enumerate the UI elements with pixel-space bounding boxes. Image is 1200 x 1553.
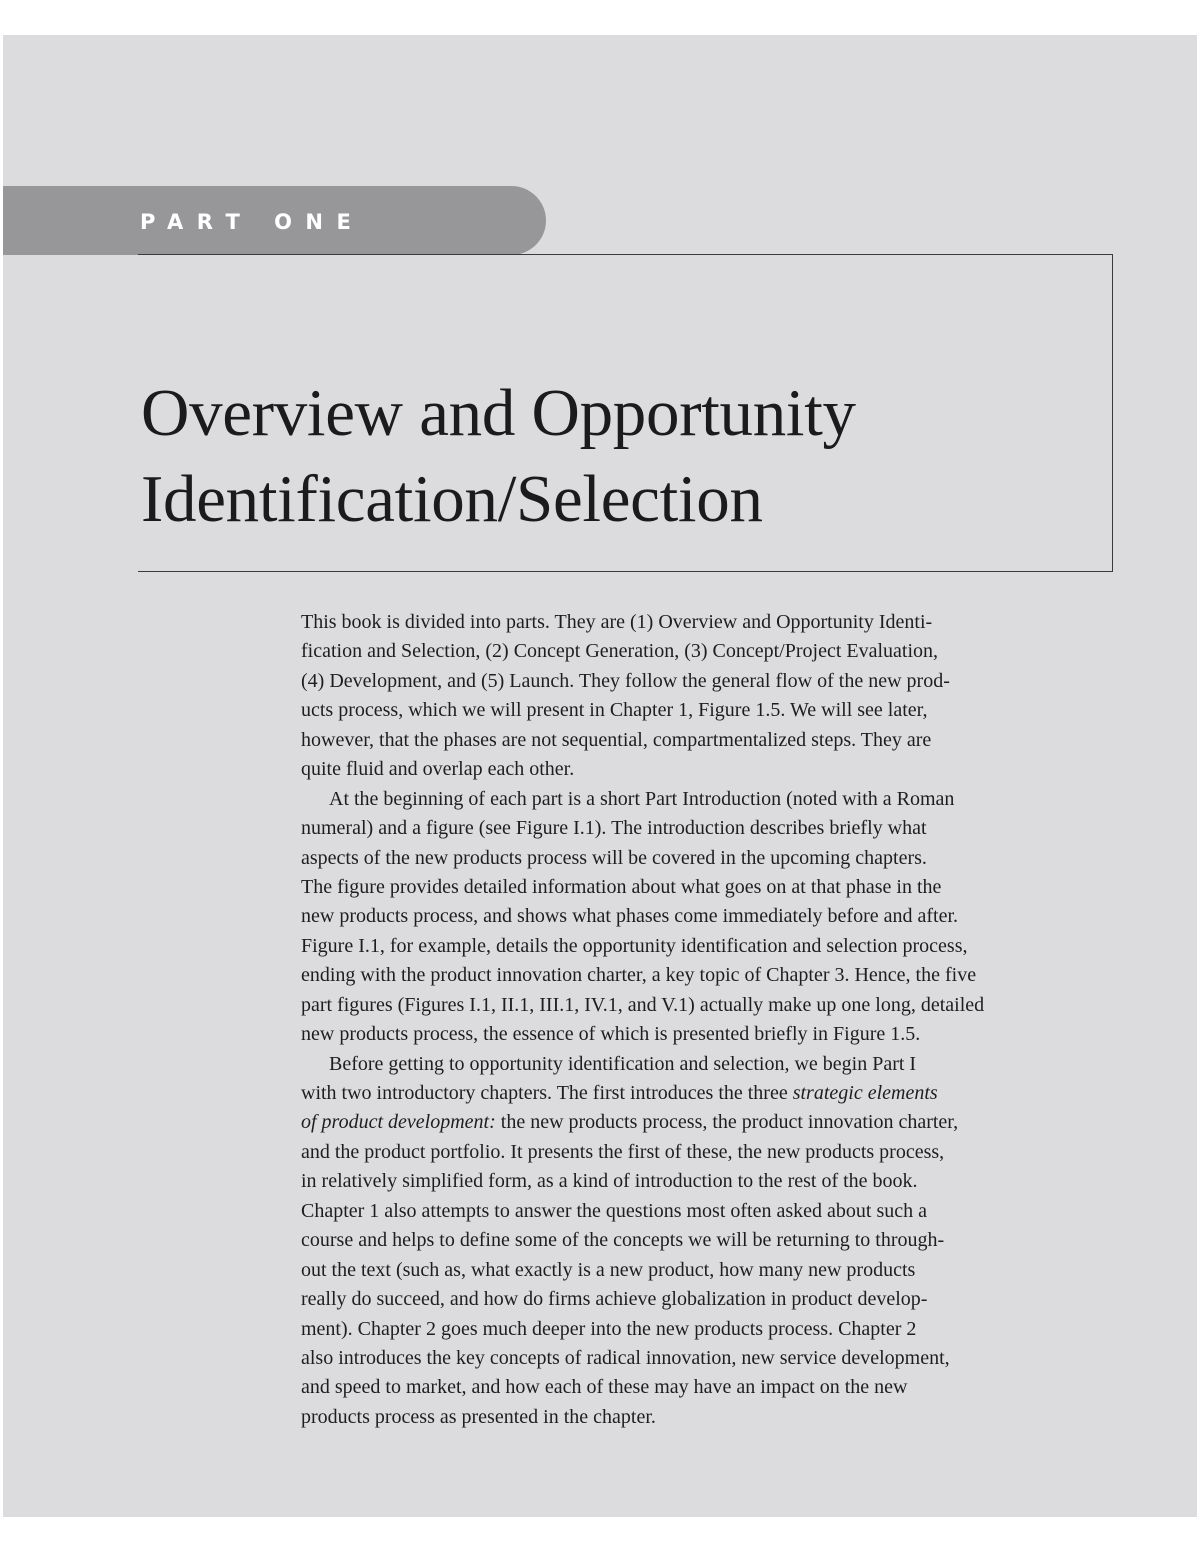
body-line xyxy=(301,1373,1116,1402)
body-line xyxy=(301,932,1116,961)
body-line xyxy=(301,1285,1116,1314)
body-line xyxy=(301,1020,1116,1049)
emphasized-text: of product development: xyxy=(301,1111,496,1134)
body-line-text: and the product portfolio. It presents the first of these, the new products process, xyxy=(301,1140,945,1163)
body-line xyxy=(301,785,1116,814)
body-line xyxy=(301,1138,1116,1167)
body-line xyxy=(301,726,1116,755)
body-line-text: aspects of the new products process will be covered in the upcoming chapters. xyxy=(301,846,927,869)
part-label: PART ONE xyxy=(140,210,365,234)
body-line-text: Chapter 1 also attempts to answer the questions most often asked about such a xyxy=(301,1199,927,1222)
body-line xyxy=(301,1344,1116,1373)
body-line-text: new products process, the essence of which is presented briefly in Figure 1.5. xyxy=(301,1023,921,1046)
body-line-text: Before getting to opportunity identification and selection, we begin Part I xyxy=(329,1052,917,1075)
body-line xyxy=(301,814,1116,843)
body-line-text: numeral) and a figure (see Figure I.1). The introduction describes briefly what xyxy=(301,817,927,840)
body-line-text: part figures (Figures I.1, II.1, III.1, IV.1, and V.1) actually make up one long, detailed xyxy=(301,993,985,1016)
body-line-text: new products process, and shows what phases come immediately before and after. xyxy=(301,905,959,928)
body-line-text: The figure provides detailed information about what goes on at that phase in the xyxy=(301,875,942,898)
body-line-text: ment). Chapter 2 goes much deeper into the new products process. Chapter 2 xyxy=(301,1317,917,1340)
body-line xyxy=(301,1315,1116,1344)
part-title xyxy=(141,370,856,542)
body-line xyxy=(301,1079,1116,1108)
body-line-text: quite fluid and overlap each other. xyxy=(301,758,575,781)
body-line xyxy=(301,1403,1116,1432)
body-line xyxy=(301,667,1116,696)
part-title-line-2: Identification/Selection xyxy=(141,462,763,536)
body-line-text: also introduces the key concepts of radical innovation, new service development, xyxy=(301,1346,950,1369)
body-line-text: however, that the phases are not sequential, compartmentalized steps. They are xyxy=(301,728,932,751)
part-title-line-1: Overview and Opportunity xyxy=(141,376,856,450)
body-line-text: ucts process, which we will present in Chapter 1, Figure 1.5. We will see later, xyxy=(301,699,928,722)
body-line-text: This book is divided into parts. They are (1) Overview and Opportunity Identi- xyxy=(301,611,933,633)
body-line-text: in relatively simplified form, as a kind of introduction to the rest of the book. xyxy=(301,1170,918,1193)
body-line xyxy=(301,961,1116,990)
body-line-text: and speed to market, and how each of these may have an impact on the new xyxy=(301,1376,908,1399)
body-line xyxy=(301,1197,1116,1226)
body-line-text: the new products process, the product innovation charter, xyxy=(495,1111,959,1134)
emphasized-text: strategic elements xyxy=(792,1082,938,1104)
body-line-text: with two introductory chapters. The first introduces the three xyxy=(301,1082,793,1104)
body-line xyxy=(301,637,1116,666)
body-line-text: Figure I.1, for example, details the opportunity identification and selection process, xyxy=(301,934,968,957)
body-line xyxy=(301,1108,1116,1137)
body-line-text: out the text (such as, what exactly is a new product, how many new products xyxy=(301,1258,916,1281)
body-line-text: ending with the product innovation charter, a key topic of Chapter 3. Hence, the five xyxy=(301,964,977,987)
body-line-text: At the beginning of each part is a short Part Introduction (noted with a Roman xyxy=(329,787,955,810)
body-line xyxy=(301,873,1116,902)
body-text xyxy=(301,608,1116,1432)
body-line xyxy=(301,991,1116,1020)
body-line-text: (4) Development, and (5) Launch. They follow the general flow of the new prod- xyxy=(301,669,950,692)
body-line-text: products process as presented in the chapter. xyxy=(301,1405,656,1428)
body-line xyxy=(301,755,1116,784)
body-line xyxy=(301,844,1116,873)
body-line xyxy=(301,1050,1116,1079)
body-line xyxy=(301,696,1116,725)
body-line xyxy=(301,1256,1116,1285)
body-line xyxy=(301,1167,1116,1196)
body-line-text: really do succeed, and how do firms achieve globalization in product develop- xyxy=(301,1288,928,1311)
body-line-text: fication and Selection, (2) Concept Generation, (3) Concept/Project Evaluation, xyxy=(301,640,939,663)
body-line-text: course and helps to define some of the concepts we will be returning to through- xyxy=(301,1229,945,1252)
body-line xyxy=(301,902,1116,931)
body-line xyxy=(301,1226,1116,1255)
body-line xyxy=(301,608,1116,637)
